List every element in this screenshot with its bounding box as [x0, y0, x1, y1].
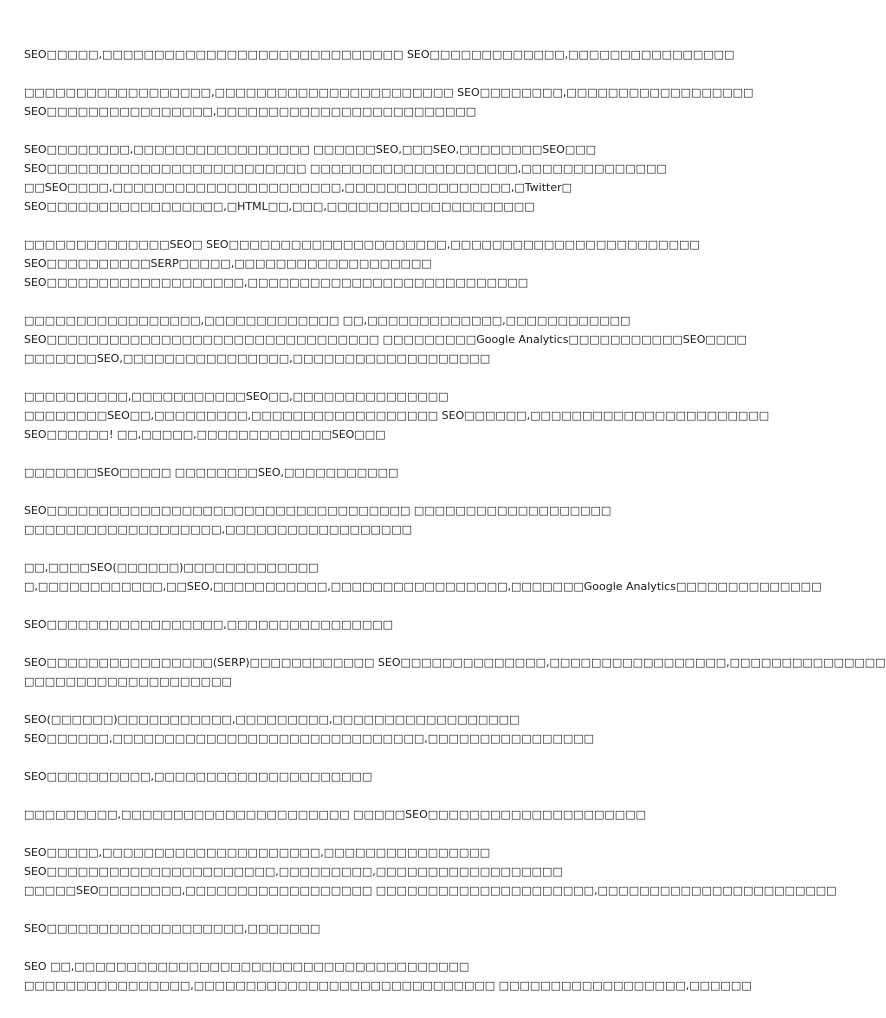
paragraph [24, 615, 696, 634]
text-line: □□□□□□□□□□□□□□□□□□□□ [24, 675, 232, 688]
paragraph [24, 501, 696, 539]
text-line: SEO□□□□□□! □□,□□□□□,□□□□□□□□□□□□□SEO□□□ [24, 428, 386, 441]
text-line: □□,□□□□SEO(□□□□□□)□□□□□□□□□□□□□ [24, 561, 319, 574]
text-line: SEO(□□□□□□)□□□□□□□□□□□,□□□□□□□□□,□□□□□□□□□□□□□□□□□□ [24, 713, 520, 726]
paragraph [24, 957, 752, 995]
paragraph [24, 843, 837, 900]
text-line: SEO□□□□□□□□□□□□□□□□□□□,□□□□□□□ [24, 922, 321, 935]
text-line: □□□□□□□□□□□□□□□□,□□□□□□□□□□□□□□□□□□□□□□□□□□□□□ □□□□□□□□□□□□□□□□□□,□□□□□□ [24, 979, 752, 992]
paragraph [24, 805, 696, 824]
text-line: SEO □□,□□□□□□□□□□□□□□□□□□□□□□□□□□□□□□□□□□□□□□ [24, 960, 470, 973]
text-line: □□□□□□□□□□□□□□□□□□,□□□□□□□□□□□□□□□□□□□□□□□ SEO□□□□□□□□,□□□□□□□□□□□□□□□□□□ [24, 86, 754, 99]
text-line: SEO□□□□□□□□□□□□□□□□□□□□□□,□□□□□□□□□,□□□□□□□□□□□□□□□□□□ [24, 865, 563, 878]
text-line: SEO□□□□□□□□□□,□□□□□□□□□□□□□□□□□□□□□ [24, 770, 373, 783]
paragraph [24, 463, 696, 482]
text-line: □□□□□□□□□□□□□□SEO□ SEO□□□□□□□□□□□□□□□□□□□□□,□□□□□□□□□□□□□□□□□□□□□□□□ [24, 238, 700, 251]
paragraph-container [24, 45, 886, 995]
text-line: □□□□□□□SEO,□□□□□□□□□□□□□□□□,□□□□□□□□□□□□□□□□□□□ [24, 352, 491, 365]
text-line: SEO□□□□□□□□□□□□□□□□(SERP)□□□□□□□□□□□□ SEO□□□□□□□□□□□□□□,□□□□□□□□□□□□□□□□□,□□□□□□□□□□□□□□□ [24, 656, 886, 669]
text-line: □□□□□□□□□□,□□□□□□□□□□□SEO□□,□□□□□□□□□□□□□□□ [24, 390, 449, 403]
text-line: SEO□□□□□□,□□□□□□□□□□□□□□□□□□□□□□□□□□□□□□,□□□□□□□□□□□□□□□□ [24, 732, 595, 745]
text-line: SEO□□□□□□□□□□□□□□□□□,□HTML□□,□□□,□□□□□□□□□□□□□□□□□□□□ [24, 200, 535, 213]
text-line: SEO□□□□□□□□□□□□□□□□,□□□□□□□□□□□□□□□□□□□□□□□□□ [24, 105, 477, 118]
text-line: □□□□□□□□□□□□□□□□□,□□□□□□□□□□□□□ □□,□□□□□□□□□□□□□,□□□□□□□□□□□□ [24, 314, 631, 327]
text-line: □□□□□□□SEO□□□□□ □□□□□□□□SEO,□□□□□□□□□□□ [24, 466, 399, 479]
text-line: □□□□□□□□□,□□□□□□□□□□□□□□□□□□□□□□ □□□□□SEO□□□□□□□□□□□□□□□□□□□□□ [24, 808, 646, 821]
paragraph [24, 558, 822, 596]
text-line: SEO□□□□□,□□□□□□□□□□□□□□□□□□□□□□□□□□□□□ SEO□□□□□□□□□□□□□,□□□□□□□□□□□□□□□□ [24, 48, 735, 61]
text-line: SEO□□□□□□□□□□□□□□□□□,□□□□□□□□□□□□□□□□ [24, 618, 394, 631]
text-line: □,□□□□□□□□□□□□,□□SEO,□□□□□□□□□□□,□□□□□□□□□□□□□□□□□,□□□□□□□Google Analytics□□□□□□□□□□□□□□ [24, 580, 822, 593]
paragraph [24, 767, 696, 786]
text-line: SEO□□□□□,□□□□□□□□□□□□□□□□□□□□□,□□□□□□□□□□□□□□□□ [24, 846, 491, 859]
text-line: SEO□□□□□□□□□□SERP□□□□□,□□□□□□□□□□□□□□□□□□□ [24, 257, 432, 270]
text-line: SEO□□□□□□□□□□□□□□□□□□□□□□□□□□□□□□□□ □□□□□□□□□Google Analytics□□□□□□□□□□□SEO□□□□ [24, 333, 747, 346]
text-line: SEO□□□□□□□□□□□□□□□□□□□,□□□□□□□□□□□□□□□□□□□□□□□□□□□ [24, 276, 529, 289]
paragraph [24, 45, 735, 64]
text-line: SEO□□□□□□□□□□□□□□□□□□□□□□□□□□□□□□□□□□□ □□□□□□□□□□□□□□□□□□□ [24, 504, 612, 517]
paragraph [24, 235, 700, 292]
paragraph [24, 710, 696, 748]
text-line: □□□□□□□□SEO□□,□□□□□□□□□,□□□□□□□□□□□□□□□□□□ SEO□□□□□□,□□□□□□□□□□□□□□□□□□□□□□□ [24, 409, 770, 422]
paragraph [24, 83, 754, 121]
paragraph [24, 140, 696, 216]
paragraph [24, 311, 747, 368]
paragraph [24, 387, 770, 444]
paragraph [24, 919, 696, 938]
paragraph [24, 653, 886, 691]
text-line: SEO□□□□□□□□,□□□□□□□□□□□□□□□□□ □□□□□□SEO,□□□SEO,□□□□□□□□SEO□□□ [24, 143, 597, 156]
text-line: SEO□□□□□□□□□□□□□□□□□□□□□□□□□ □□□□□□□□□□□□□□□□□□□□,□□□□□□□□□□□□□□ [24, 162, 667, 175]
text-line: □□□□□SEO□□□□□□□□,□□□□□□□□□□□□□□□□□□ □□□□□□□□□□□□□□□□□□□□□,□□□□□□□□□□□□□□□□□□□□□□□ [24, 884, 837, 897]
text-line: □□SEO□□□□,□□□□□□□□□□□□□□□□□□□□□□,□□□□□□□□□□□□□□□□,□Twitter□ [24, 181, 573, 194]
text-line: □□□□□□□□□□□□□□□□□□□,□□□□□□□□□□□□□□□□□□ [24, 523, 413, 536]
